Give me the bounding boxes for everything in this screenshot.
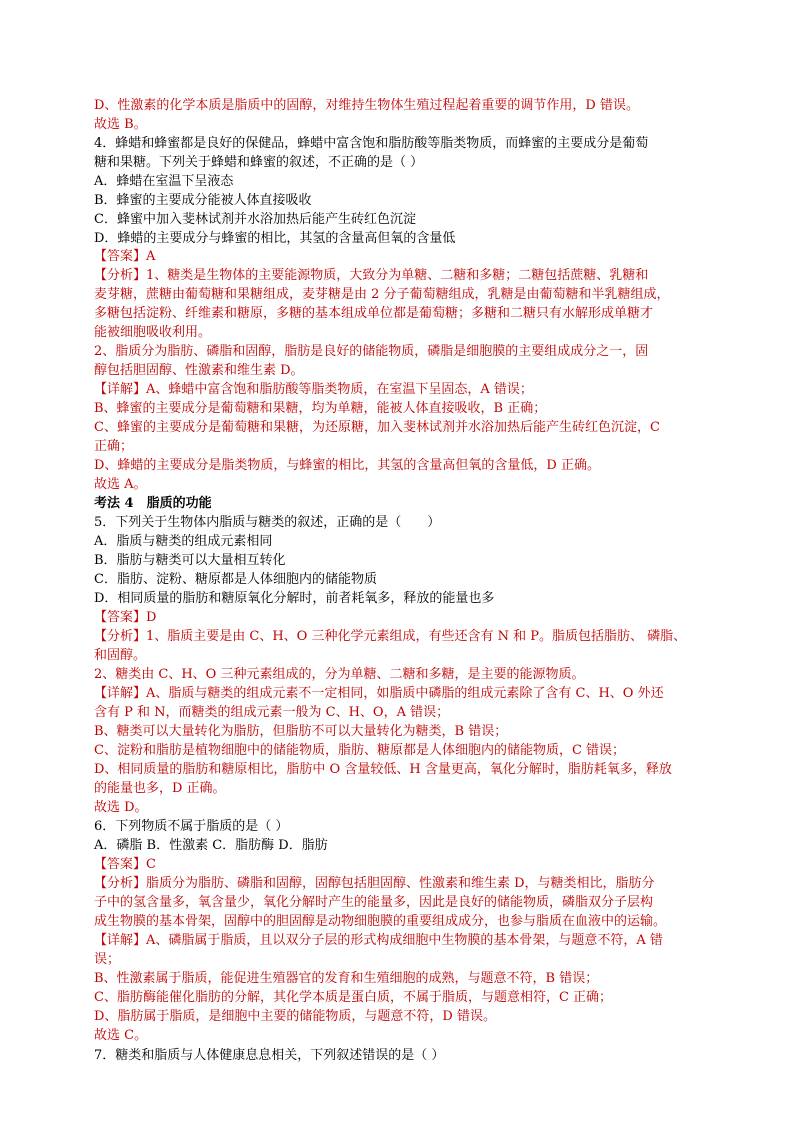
answer-line: 故选 B。 (94, 117, 147, 132)
question-line: 4．蜂蜡和蜂蜜都是良好的保健品，蜂蜡中富含饱和脂肪酸等脂类物质，而蜂蜜的主要成分是葡萄 (94, 136, 649, 151)
answer-line: C、蜂蜜的主要成分是葡萄糖和果糖，为还原糖，加入斐林试剂并水浴加热后能产生砖红色沉淀，C (94, 420, 660, 435)
question-line: A．蜂蜡在室温下呈液态 (94, 174, 234, 189)
question-line: B．脂肪与糖类可以大量相互转化 (94, 553, 286, 568)
answer-line: 【分析】1、糖类是生物体的主要能源物质，大致分为单糖、二糖和多糖；二糖包括蔗糖、乳糖和 (94, 268, 649, 283)
answer-line: 故选 C。 (94, 1028, 148, 1043)
answer-line: 2、糖类由 C、H、O 三种元素组成的，分为单糖、二糖和多糖，是主要的能源物质。 (94, 667, 585, 682)
question-line: 糖和果糖。下列关于蜂蜡和蜂蜜的叙述，不正确的是（ ） (94, 155, 424, 170)
question-line: D．蜂蜡的主要成分与蜂蜜的相比，其氢的含量高但氧的含量低 (94, 231, 456, 246)
answer-line: 【分析】1、脂质主要是由 C、H、O 三种化学元素组成，有些还含有 N 和 P。脂质包括脂肪、 磷脂、 (94, 629, 687, 644)
answer-line: B、蜂蜜的主要成分是葡萄糖和果糖，均为单糖，能被人体直接吸收，B 正确； (94, 401, 547, 416)
answer-line: 多糖包括淀粉、纤维素和糖原，多糖的基本组成单位都是葡萄糖；多糖和二糖只有水解形成单糖才 (94, 306, 654, 321)
answer-line: 【答案】D (94, 610, 157, 625)
answer-line: 2、脂质分为脂肪、磷脂和固醇，脂肪是良好的储能物质，磷脂是细胞膜的主要组成成分之一，固 (94, 344, 649, 359)
answer-line: 能被细胞吸收利用。 (94, 325, 212, 340)
section-heading: 考法 4 脂质的功能 (94, 496, 212, 511)
question-line: C．脂肪、淀粉、糖原都是人体细胞内的储能物质 (94, 572, 377, 587)
answer-line: C、脂肪酶能催化脂肪的分解，其化学本质是蛋白质，不属于脂质，与题意相符，C 正确； (94, 990, 613, 1005)
answer-line: D、蜂蜡的主要成分是脂类物质，与蜂蜜的相比，其氢的含量高但氧的含量低，D 正确。 (94, 458, 600, 473)
answer-line: B、性激素属于脂质，能促进生殖器官的发育和生殖细胞的成熟，与题意不符，B 错误； (94, 971, 599, 986)
question-line: 5．下列关于生物体内脂质与糖类的叙述，正确的是（ ） (94, 515, 441, 530)
answer-line: D、脂肪属于脂质，是细胞中主要的储能物质，与题意不符，D 错误。 (94, 1009, 496, 1024)
answer-line: 含有 P 和 N，而糖类的组成元素一般为 C、H、O，A 错误； (94, 705, 450, 720)
answer-line: C、淀粉和脂肪是植物细胞中的储能物质，脂肪、糖原都是人体细胞内的储能物质，C 错误； (94, 743, 626, 758)
answer-line: 【分析】脂质分为脂肪、磷脂和固醇，固醇包括胆固醇、性激素和维生素 D，与糖类相比，脂肪分 (94, 876, 655, 891)
answer-line: 子中的氢含量多，氧含量少，氧化分解时产生的能量多，因此是良好的储能物质，磷脂双分子层构 (94, 895, 654, 910)
answer-line: B、糖类可以大量转化为脂肪，但脂肪不可以大量转化为糖类，B 错误； (94, 724, 508, 739)
question-line: A．磷脂 B．性激素 C．脂肪酶 D．脂肪 (94, 838, 328, 853)
answer-line: 的能量也多，D 正确。 (94, 781, 226, 796)
answer-line: D、性激素的化学本质是脂质中的固醇，对维持生物体生殖过程起着重要的调节作用，D 错误。 (94, 98, 639, 113)
answer-line: 误； (94, 952, 121, 967)
answer-line: D、相同质量的脂肪和糖原相比，脂肪中 O 含量较低、H 含量更高，氧化分解时，脂肪耗氧多，释放 (94, 762, 672, 777)
answer-line: 故选 D。 (94, 800, 148, 815)
answer-line: 麦芽糖，蔗糖由葡萄糖和果糖组成，麦芽糖是由 2 分子葡萄糖组成，乳糖是由葡萄糖和半乳糖组成， (94, 287, 670, 302)
answer-line: 和固醇。 (94, 648, 147, 663)
answer-line: 【答案】C (94, 857, 156, 872)
answer-line: 【详解】A、磷脂属于脂质，且以双分子层的形式构成细胞中生物膜的基本骨架，与题意不符，A 错 (94, 933, 663, 948)
answer-line: 【详解】A、蜂蜡中富含饱和脂肪酸等脂类物质，在室温下呈固态，A 错误； (94, 382, 533, 397)
question-line: 6．下列物质不属于脂质的是（ ） (94, 819, 289, 834)
question-line: 7．糖类和脂质与人体健康息息相关，下列叙述错误的是（ ） (94, 1048, 445, 1063)
answer-line: 正确； (94, 439, 134, 454)
answer-line: 成生物膜的基本骨架，固醇中的胆固醇是动物细胞膜的重要组成成分，也参与脂质在血液中的运输。 (94, 914, 667, 929)
answer-line: 醇包括胆固醇、性激素和维生素 D。 (94, 363, 304, 378)
question-line: A．脂质与糖类的组成元素相同 (94, 534, 273, 549)
answer-line: 【答案】A (94, 249, 156, 264)
question-line: C．蜂蜜中加入斐林试剂并水浴加热后能产生砖红色沉淀 (94, 212, 416, 227)
question-line: B．蜂蜜的主要成分能被人体直接吸收 (94, 193, 312, 208)
answer-line: 故选 A。 (94, 477, 147, 492)
question-line: D．相同质量的脂肪和糖原氧化分解时，前者耗氧多，释放的能量也多 (94, 591, 495, 606)
answer-line: 【详解】A、脂质与糖类的组成元素不一定相同，如脂质中磷脂的组成元素除了含有 C、H、O 外还 (94, 686, 664, 701)
